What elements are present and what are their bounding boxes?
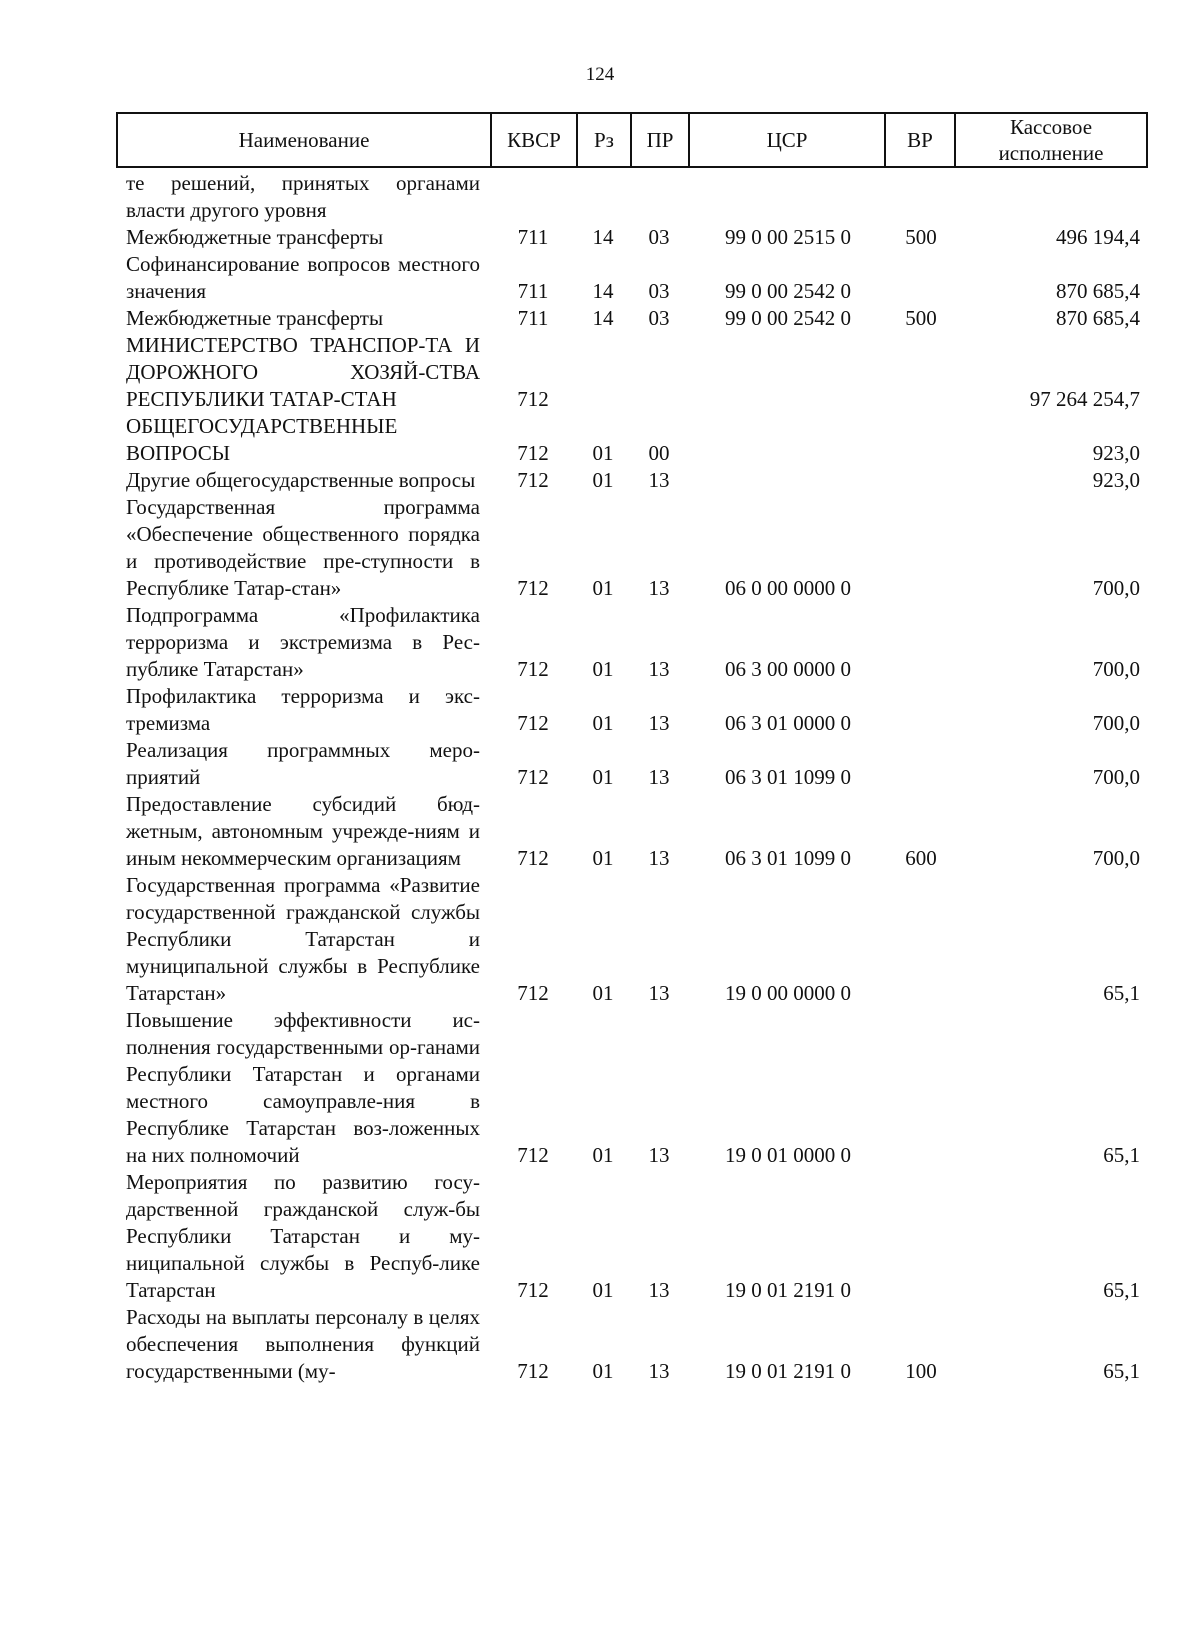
row-kvsr: 711 <box>517 279 549 303</box>
row-sum: 870 685,4 <box>1056 279 1140 303</box>
header-name: Наименование <box>118 114 492 166</box>
table-row <box>116 1007 1148 1169</box>
row-vr <box>886 980 956 1007</box>
row-name: Государственная программа «Развитие государственной гражданской службы Республики Татарстан и муниципальной службы в Республике Татарстан» <box>126 873 480 1005</box>
row-vr <box>886 1277 956 1304</box>
row-sum: 923,0 <box>1092 468 1140 492</box>
row-name: Подпрограмма «Профилактика терроризма и экстремизма в Рес-публике Татарстан» <box>126 603 480 681</box>
header-pr: ПР <box>632 114 690 166</box>
row-csr <box>694 386 882 413</box>
row-sum: 700,0 <box>1092 846 1140 870</box>
row-kvsr: 712 <box>517 1359 549 1383</box>
row-rz: 01 <box>592 765 614 789</box>
table-row <box>116 413 1148 467</box>
table-body <box>116 170 1148 1385</box>
row-rz: 14 <box>592 279 614 303</box>
row-rz: 01 <box>592 468 614 492</box>
row-vr: 500 <box>905 306 937 330</box>
row-vr: 100 <box>905 1359 937 1383</box>
table-row <box>116 683 1148 737</box>
row-vr <box>886 710 956 737</box>
header-rz: Рз <box>578 114 632 166</box>
table-row <box>116 1304 1148 1385</box>
row-pr: 03 <box>648 306 670 330</box>
row-csr: 06 3 00 0000 0 <box>725 657 851 681</box>
row-sum: 700,0 <box>1092 765 1140 789</box>
row-kvsr: 712 <box>517 981 549 1005</box>
row-sum: 700,0 <box>1092 576 1140 600</box>
row-vr <box>886 575 956 602</box>
row-csr: 99 0 00 2542 0 <box>725 279 851 303</box>
row-sum: 700,0 <box>1092 657 1140 681</box>
row-vr <box>886 1142 956 1169</box>
row-csr: 19 0 01 0000 0 <box>725 1143 851 1167</box>
row-name: Реализация программных меро-приятий <box>126 738 480 789</box>
row-rz: 01 <box>592 657 614 681</box>
row-name: Межбюджетные трансферты <box>126 306 384 330</box>
header-sum: Кассовое исполнение <box>998 115 1104 165</box>
row-rz: 01 <box>592 576 614 600</box>
table-row <box>116 305 1148 332</box>
row-pr: 13 <box>648 576 670 600</box>
row-vr <box>886 386 956 413</box>
row-pr: 13 <box>648 1278 670 1302</box>
row-csr: 19 0 00 0000 0 <box>725 981 851 1005</box>
row-pr: 13 <box>648 846 670 870</box>
row-pr: 13 <box>648 468 670 492</box>
row-csr <box>694 440 882 467</box>
row-name: Мероприятия по развитию госу-дарственной гражданской служ-бы Республики Татарстан и му-ниципальной службы в Респуб-лике Татарстан <box>126 1170 480 1302</box>
row-kvsr: 712 <box>517 576 549 600</box>
row-name: те решений, принятых органами власти другого уровня <box>126 171 480 222</box>
row-vr <box>886 278 956 305</box>
row-rz: 01 <box>592 441 614 465</box>
row-csr: 19 0 01 2191 0 <box>725 1278 851 1302</box>
row-vr <box>886 440 956 467</box>
row-csr: 06 3 01 0000 0 <box>725 711 851 735</box>
row-name: Другие общегосударственные вопросы <box>126 468 476 492</box>
row-sum: 496 194,4 <box>1056 225 1140 249</box>
row-kvsr: 712 <box>517 441 549 465</box>
row-sum: 65,1 <box>1103 1359 1140 1383</box>
row-csr: 99 0 00 2515 0 <box>725 225 851 249</box>
table-row <box>116 1169 1148 1304</box>
row-pr: 13 <box>648 1143 670 1167</box>
row-csr: 99 0 00 2542 0 <box>725 306 851 330</box>
row-vr <box>886 656 956 683</box>
header-kvsr: КВСР <box>492 114 578 166</box>
row-sum: 923,0 <box>1092 441 1140 465</box>
row-name: МИНИСТЕРСТВО ТРАНСПОР-ТА И ДОРОЖНОГО ХОЗЯЙ-СТВА РЕСПУБЛИКИ ТАТАР-СТАН <box>126 333 480 411</box>
row-rz: 14 <box>592 225 614 249</box>
row-rz: 01 <box>592 1143 614 1167</box>
row-pr: 03 <box>648 279 670 303</box>
row-kvsr: 711 <box>517 306 549 330</box>
row-kvsr: 712 <box>517 468 549 492</box>
row-kvsr: 712 <box>517 1278 549 1302</box>
row-vr <box>886 764 956 791</box>
page-number: 124 <box>585 64 615 85</box>
row-pr: 13 <box>648 711 670 735</box>
row-kvsr: 711 <box>517 225 549 249</box>
table-row <box>116 872 1148 1007</box>
row-rz <box>576 386 630 413</box>
row-name: Расходы на выплаты персоналу в целях обеспечения выполнения функций государственными (му- <box>126 1305 480 1383</box>
table-row <box>116 791 1148 872</box>
row-kvsr: 712 <box>517 387 549 411</box>
header-vr: ВР <box>886 114 956 166</box>
row-pr: 13 <box>648 1359 670 1383</box>
row-name: Повышение эффективности ис-полнения государственными ор-ганами Республики Татарстан и органами местного самоуправле-ния в Республике Татарстан воз-ложенных на них полномочий <box>126 1008 480 1167</box>
row-sum: 65,1 <box>1103 1278 1140 1302</box>
row-pr <box>630 386 688 413</box>
row-kvsr: 712 <box>517 846 549 870</box>
row-pr: 13 <box>648 981 670 1005</box>
row-rz: 01 <box>592 981 614 1005</box>
row-sum: 65,1 <box>1103 1143 1140 1167</box>
row-kvsr: 712 <box>517 1143 549 1167</box>
table-row <box>116 737 1148 791</box>
row-name: Профилактика терроризма и экс-тремизма <box>126 684 480 735</box>
row-sum: 65,1 <box>1103 981 1140 1005</box>
row-sum: 97 264 254,7 <box>1029 387 1140 411</box>
row-csr: 06 3 01 1099 0 <box>725 765 851 789</box>
row-csr: 06 0 00 0000 0 <box>725 576 851 600</box>
row-csr: 19 0 01 2191 0 <box>725 1359 851 1383</box>
table-row <box>116 467 1148 494</box>
row-pr: 03 <box>648 225 670 249</box>
row-name: Межбюджетные трансферты <box>126 225 384 249</box>
row-name: ОБЩЕГОСУДАРСТВЕННЫЕ ВОПРОСЫ <box>126 414 398 465</box>
row-sum: 700,0 <box>1092 711 1140 735</box>
row-pr: 13 <box>648 657 670 681</box>
table-row <box>116 602 1148 683</box>
row-vr <box>886 467 956 494</box>
table-header <box>116 112 1148 168</box>
row-rz: 01 <box>592 1359 614 1383</box>
row-pr: 00 <box>648 441 670 465</box>
row-pr: 13 <box>648 765 670 789</box>
table-row <box>116 170 1148 224</box>
row-sum: 870 685,4 <box>1056 306 1140 330</box>
row-vr: 500 <box>905 225 937 249</box>
row-kvsr: 712 <box>517 657 549 681</box>
row-name: Государственная программа «Обеспечение общественного порядка и противодействие пре-ступности в Республике Татар-стан» <box>126 495 480 600</box>
row-name: Предоставление субсидий бюд-жетным, автономным учрежде-ниям и иным некоммерческим организациям <box>126 792 480 870</box>
row-rz: 01 <box>592 846 614 870</box>
budget-table <box>116 112 1148 1385</box>
table-row <box>116 251 1148 305</box>
row-csr <box>694 467 882 494</box>
row-kvsr: 712 <box>517 711 549 735</box>
row-kvsr: 712 <box>517 765 549 789</box>
table-row <box>116 332 1148 413</box>
table-row <box>116 494 1148 602</box>
row-vr: 600 <box>905 846 937 870</box>
header-csr: ЦСР <box>690 114 886 166</box>
table-row <box>116 224 1148 251</box>
row-rz: 14 <box>592 306 614 330</box>
row-name: Софинансирование вопросов местного значения <box>126 252 480 303</box>
row-csr: 06 3 01 1099 0 <box>725 846 851 870</box>
row-rz: 01 <box>592 1278 614 1302</box>
row-rz: 01 <box>592 711 614 735</box>
